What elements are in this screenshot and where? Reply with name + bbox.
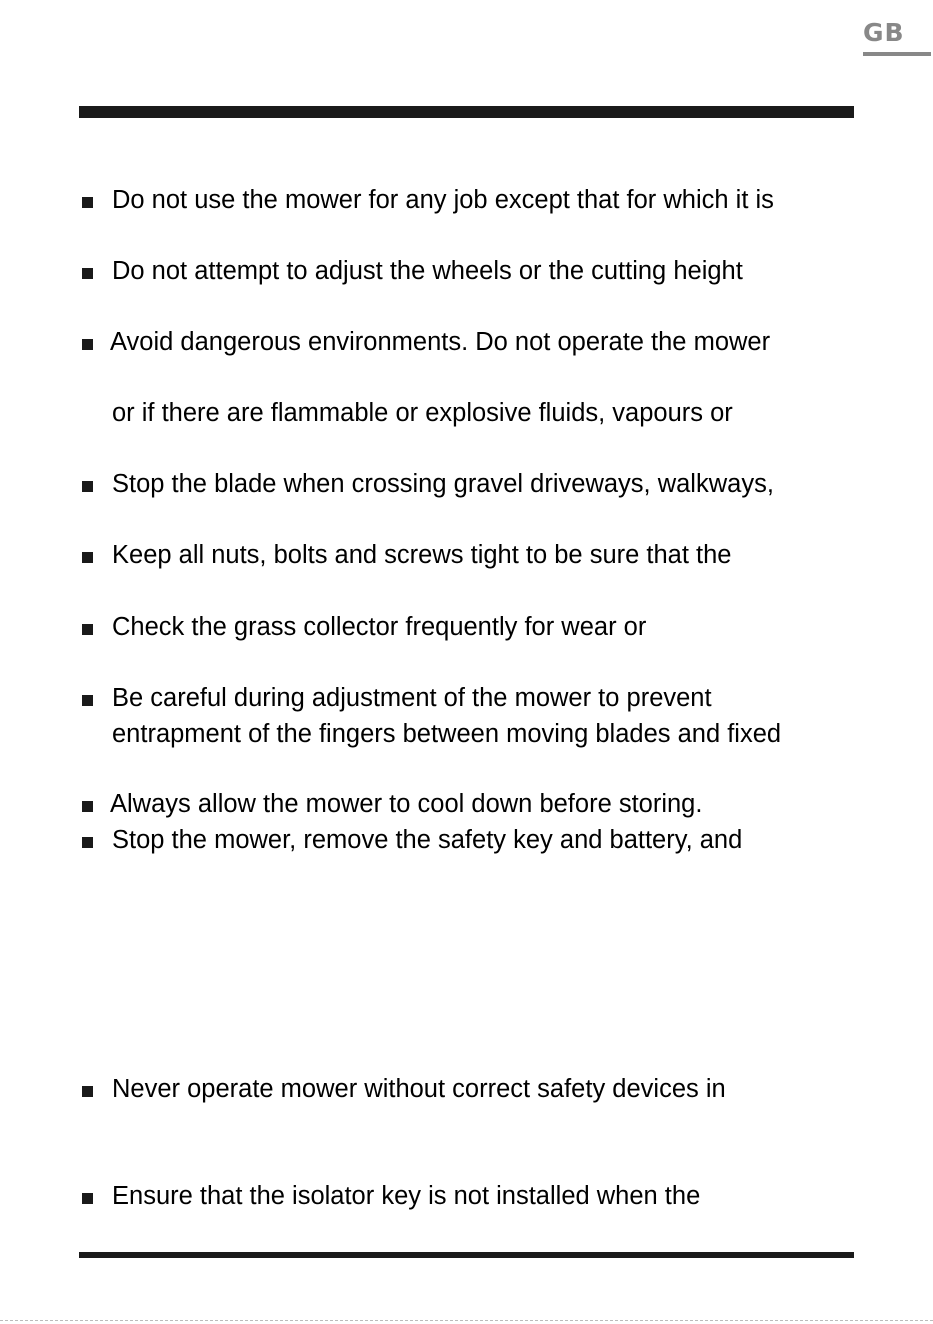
bullet-icon xyxy=(82,801,93,812)
top-rule xyxy=(79,106,854,118)
list-item-text: Check the grass collector frequently for wear or xyxy=(112,613,647,641)
list-item-text: Avoid dangerous environments. Do not operate the mower xyxy=(110,328,771,356)
bullet-icon xyxy=(82,339,93,350)
bullet-icon xyxy=(82,1086,93,1097)
list-item-text: Always allow the mower to cool down before storing. xyxy=(110,790,703,818)
list-item-text: Never operate mower without correct safety devices in xyxy=(112,1075,726,1103)
list-item-text: or if there are flammable or explosive fluids, vapours or xyxy=(112,399,733,427)
list-item-text: Be careful during adjustment of the mower to prevent xyxy=(112,684,712,712)
list-item-text: Stop the mower, remove the safety key and battery, and xyxy=(112,826,743,854)
bullet-icon xyxy=(82,268,93,279)
bullet-icon xyxy=(82,624,93,635)
bullet-icon xyxy=(82,552,93,563)
bullet-icon xyxy=(82,197,93,208)
list-item-text: entrapment of the fingers between moving blades and fixed xyxy=(112,720,782,748)
list-item-text: Keep all nuts, bolts and screws tight to be sure that the xyxy=(112,541,732,569)
language-badge-underline xyxy=(863,52,931,56)
bottom-rule xyxy=(79,1252,854,1258)
bullet-icon xyxy=(82,695,93,706)
list-item-text: Do not use the mower for any job except that for which it is xyxy=(112,186,774,214)
list-item-text: Do not attempt to adjust the wheels or the cutting height xyxy=(112,257,743,285)
list-item-text: Ensure that the isolator key is not installed when the xyxy=(112,1182,701,1210)
bullet-icon xyxy=(82,1193,93,1204)
bullet-icon xyxy=(82,837,93,848)
language-badge: GB xyxy=(863,18,905,47)
list-item-text: Stop the blade when crossing gravel driveways, walkways, xyxy=(112,470,774,498)
bullet-icon xyxy=(82,481,93,492)
page-edge-divider xyxy=(0,1320,933,1321)
